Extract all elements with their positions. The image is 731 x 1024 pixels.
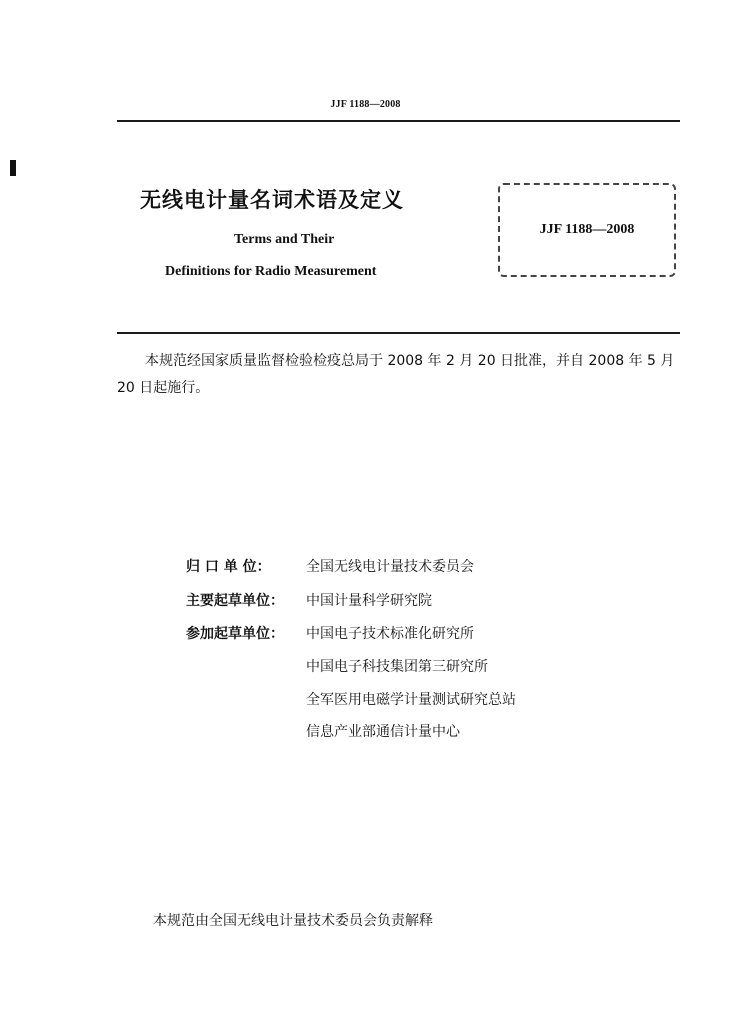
org-value-participating-2: 中国电子科技集团第三研究所 [306,659,488,675]
org-label-participating: 参加起草单位： [186,626,284,642]
title-english-line2: Definitions for Radio Measurement [165,264,377,279]
section-rule [117,332,680,334]
org-label-responsible: 归 口 单 位： [186,559,271,575]
standard-code-box-text: JJF 1188—2008 [539,222,635,237]
org-value-responsible: 全国无线电计量技术委员会 [306,559,474,575]
header-rule [117,120,680,122]
org-value-participating-4: 信息产业部通信计量中心 [306,724,460,740]
org-value-main-drafter: 中国计量科学研究院 [306,593,432,609]
header-standard-code: JJF 1188—2008 [330,99,401,110]
title-chinese: 无线电计量名词术语及定义 [140,188,404,212]
org-row-responsible [186,557,474,577]
org-row-participating [186,624,474,644]
scan-mark [10,160,16,176]
org-label-main-drafter: 主要起草单位： [186,593,284,609]
org-value-participating-1: 中国电子技术标准化研究所 [306,626,474,642]
approval-paragraph: 本规范经国家质量监督检验检疫总局于 2008 年 2 月 20 日批准，并自 2008 年 5 月 20 日起施行。 [117,353,675,396]
org-value-participating-3: 全军医用电磁学计量测试研究总站 [306,692,516,708]
org-row-main-drafter [186,591,432,611]
title-english-line1: Terms and Their [234,232,335,247]
interpretation-statement: 本规范由全国无线电计量技术委员会负责解释 [153,913,433,929]
